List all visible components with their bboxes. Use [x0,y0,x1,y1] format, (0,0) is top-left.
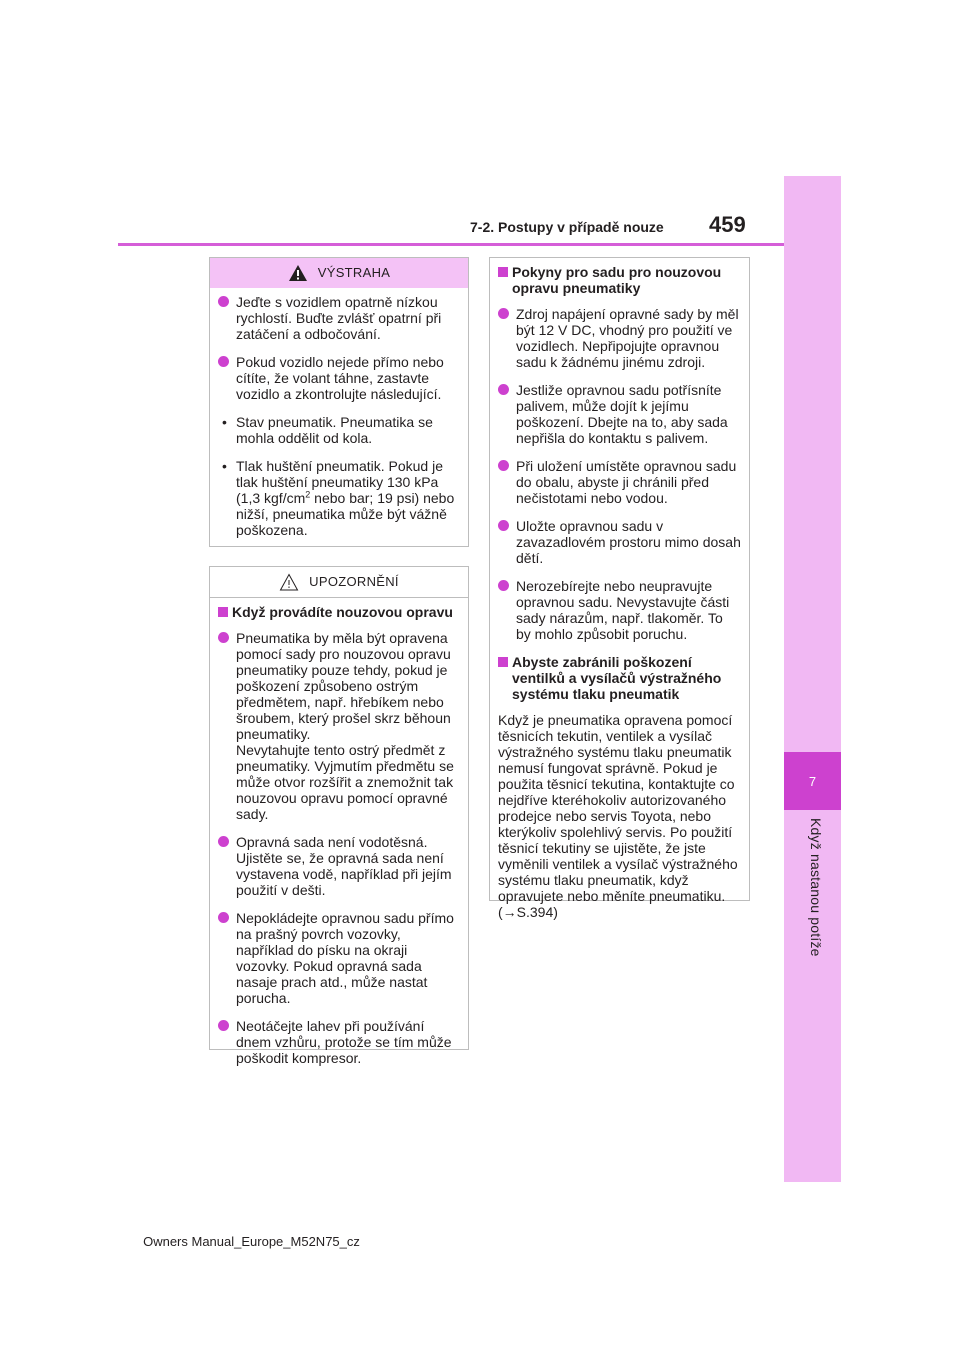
sub-list-item: • Stav pneumatik. Pneumatika se mohla oddělit od kola. [222,414,433,446]
list-item: Uložte opravnou sadu v zavazadlovém prostoru mimo dosah dětí. [498,518,741,566]
bullet-icon [218,912,229,923]
warning-triangle-icon [288,264,308,282]
bullet-icon [498,308,509,319]
bullet-icon [498,460,509,471]
bullet-icon [498,384,509,395]
bullet-icon [218,296,229,307]
list-item: Zdroj napájení opravné sady by měl být 12 V DC, vhodný pro použití ve vozidlech. Nepřipojujte opravnou sadu k žádnému jinému zdroji. [498,306,741,370]
chapter-title: Když nastanou potíže [808,818,824,957]
page-reference-link[interactable]: (→S.394) [498,904,558,920]
chapter-side-tab [784,176,841,1182]
bullet-icon [498,580,509,591]
warning-title: VÝSTRAHA [317,265,391,280]
bullet-icon [218,632,229,643]
subheading: Pokyny pro sadu pro nouzovou opravu pneumatiky [498,264,741,296]
square-bullet-icon [218,607,228,617]
list-item: Pokud vozidlo nejede přímo nebo cítíte, že volant táhne, zastavte vozidlo a zkontrolujte následující. [218,354,460,402]
bullet-icon [498,520,509,531]
square-bullet-icon [498,267,508,277]
list-item: Při uložení umístěte opravnou sadu do obalu, abyste ji chránili před nečistotami nebo vodou. [498,458,741,506]
chapter-number: 7 [784,752,841,810]
bullet-icon [218,356,229,367]
caution-title: UPOZORNĚNÍ [309,574,399,589]
subheading: Když provádíte nouzovou opravu [218,604,460,620]
warning-header [210,258,468,288]
page-number: 459 [709,212,746,237]
list-item: Nerozebírejte nebo neupravujte opravnou sadu. Nevystavujte části sady nárazům, např. tlakoměr. To by mohlo způsobit poruchu. [498,578,741,642]
square-bullet-icon [498,657,508,667]
paragraph: Když je pneumatika opravena pomocí těsnicích tekutin, ventilek a vysílač výstražného systému tlaku pneumatik nemusí fungovat správně. Pokud je použita těsnicí tekutina, kontaktujte co nejdříve kteréhokoliv autorizovaného prodejce nebo servis Toyota, nebo kterýkoliv spolehlivý servis. Po použití těsnicí tekutiny se ujistěte, že jste vyměnili ventilek a vysílač výstražného systému tlaku pneumatik, když opravujete nebo měníte pneumatiku. (→S.394) [498,712,738,920]
bullet-icon [218,1020,229,1031]
caution-box [209,566,469,1066]
warning-box [209,257,469,547]
section-title: 7-2. Postupy v případě nouze [470,219,664,235]
list-item: Neotáčejte lahev při používání dnem vzhůru, protože se tím může poškodit kompresor. [218,1018,460,1066]
caution-header [210,567,468,598]
list-item: Jeďte s vozidlem opatrně nízkou rychlostí. Buďte zvlášť opatrní při zatáčení a odbočování. [218,294,460,342]
bullet-icon [218,836,229,847]
list-item: Jestliže opravnou sadu potřísníte palivem, může dojít k jejímu poškození. Dbejte na to, aby sada nepřišla do kontaktu s palivem. [498,382,741,446]
caution-triangle-icon [279,573,299,591]
footer-label: Owners Manual_Europe_M52N75_cz [143,1234,360,1249]
header-rule [118,243,784,246]
list-item: Pneumatika by měla být opravena pomocí sady pro nouzovou opravu pneumatiky pouze tehdy, pokud je poškození způsobeno ostrým předmětem, např. hřebíkem nebo šroubem, který prošel skrz běhoun pneumatiky. Nevytahujte tento ostrý předmět z pneumatiky. Vyjmutím předmětu se může otvor rozšířit a znemožnit tak nouzovou opravu pomocí opravné sady. [218,630,460,822]
list-item: Nepokládejte opravnou sadu přímo na prašný povrch vozovky, například do písku na okraji vozovky. Pokud opravná sada nasaje prach atd., může nastat porucha. [218,910,460,1006]
subheading: Abyste zabránili poškození ventilků a vysílačů výstražného systému tlaku pneumatik [498,654,741,702]
notes-box [489,257,750,920]
sub-list-item: • Tlak huštění pneumatik. Pokud je tlak huštění pneumatiky 130 kPa (1,3 kgf/$cm^2$ nebo bar; 19 psi) nebo nižší, pneumatika může být vážně poškozena. [222,458,455,538]
list-item: Opravná sada není vodotěsná. Ujistěte se, že opravná sada není vystavena vodě, například při jejím použití v dešti. [218,834,460,898]
